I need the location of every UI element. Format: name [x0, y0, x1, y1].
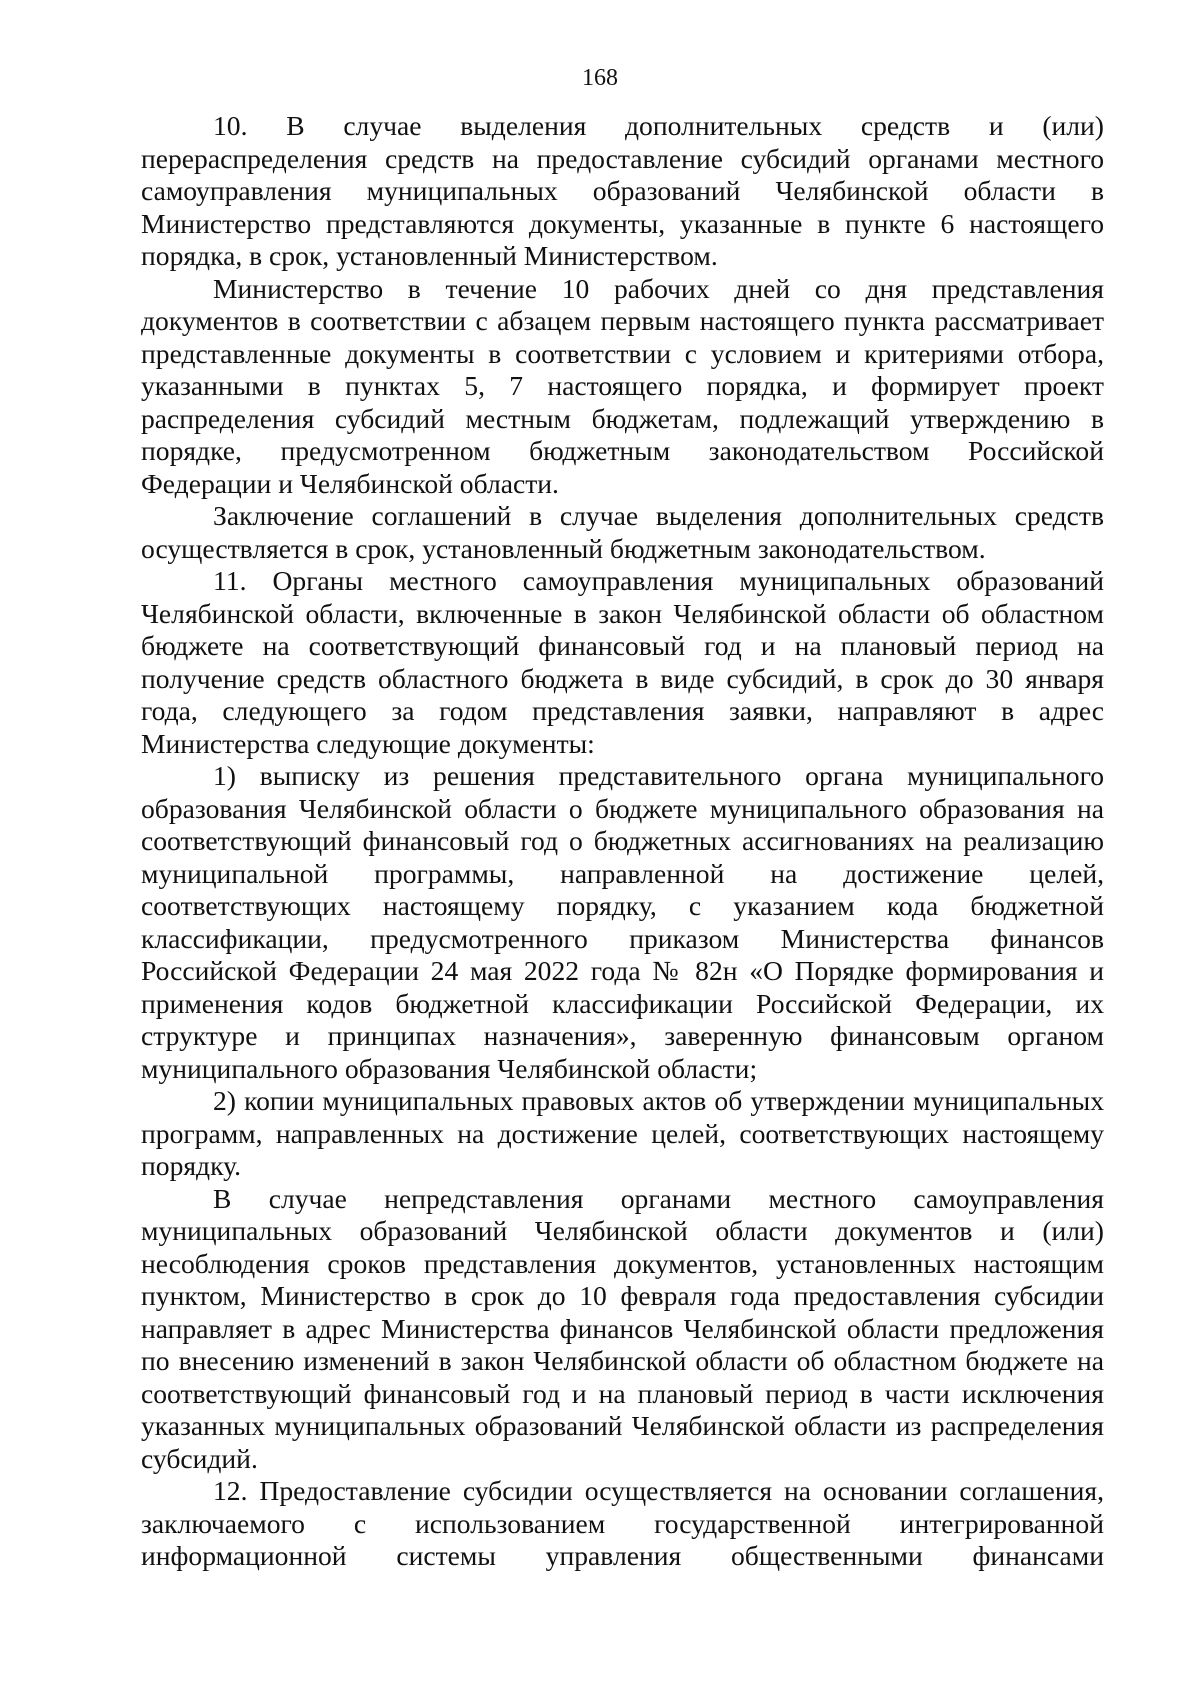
document-body: [141, 110, 1104, 1573]
paragraph-10: 10. В случае выделения дополнительных средств и (или) перераспределения средств на предоставление субсидий органами местного самоуправления муниципальных образований Челябинской области в Министерство представляются документы, указанные в пункте 6 настоящего порядка, в срок, установленный Министерством.: [141, 110, 1104, 271]
paragraph-10-agreements: Заключение соглашений в случае выделения дополнительных средств осуществляется в срок, установленный бюджетным законодательством.: [141, 500, 1104, 564]
paragraph-11: 11. Органы местного самоуправления муниципальных образований Челябинской области, включенные в закон Челябинской области об областном бюджете на соответствующий финансовый год и на плановый период на получение средств областного бюджета в виде субсидий, в срок до 30 января года, следующего за годом представления заявки, направляют в адрес Министерства следующие документы:: [141, 565, 1104, 759]
paragraph-11-item-2: 2) копии муниципальных правовых актов об утверждении муниципальных программ, направленных на достижение целей, соответствующих настоящему порядку.: [141, 1085, 1104, 1181]
paragraph-10-review: Министерство в течение 10 рабочих дней со дня представления документов в соответствии с абзацем первым настоящего пункта рассматривает представленные документы в соответствии с условием и критериями отбора, указанными в пунктах 5, 7 настоящего порядка, и формирует проект распределения субсидий местным бюджетам, подлежащий утверждению в порядке, предусмотренном бюджетным законодательством Российской Федерации и Челябинской области.: [141, 272, 1104, 499]
paragraph-12: 12. Предоставление субсидии осуществляется на основании соглашения, заключаемого с использованием государственной интегрированной информационной системы управления общественными финансами: [141, 1475, 1104, 1571]
page-number: 168: [582, 65, 618, 91]
paragraph-11-nonsubmission: В случае непредставления органами местного самоуправления муниципальных образований Челябинской области документов и (или) несоблюдения сроков представления документов, установленных настоящим пунктом, Министерство в срок до 10 февраля года предоставления субсидии направляет в адрес Министерства финансов Челябинской области предложения по внесению изменений в закон Челябинской области об областном бюджете на соответствующий финансовый год и на плановый период в части исключения указанных муниципальных образований Челябинской области из распределения субсидий.: [141, 1182, 1104, 1474]
paragraph-11-item-1: 1) выписку из решения представительного органа муниципального образования Челябинской области о бюджете муниципального образования на соответствующий финансовый год о бюджетных ассигнованиях на реализацию муниципальной программы, направленной на достижение целей, соответствующих настоящему порядку, с указанием кода бюджетной классификации, предусмотренного приказом Министерства финансов Российской Федерации 24 мая 2022 года № 82н «О Порядке формирования и применения кодов бюджетной классификации Российской Федерации, их структуре и принципах назначения», заверенную финансовым органом муниципального образования Челябинской области;: [141, 760, 1104, 1084]
